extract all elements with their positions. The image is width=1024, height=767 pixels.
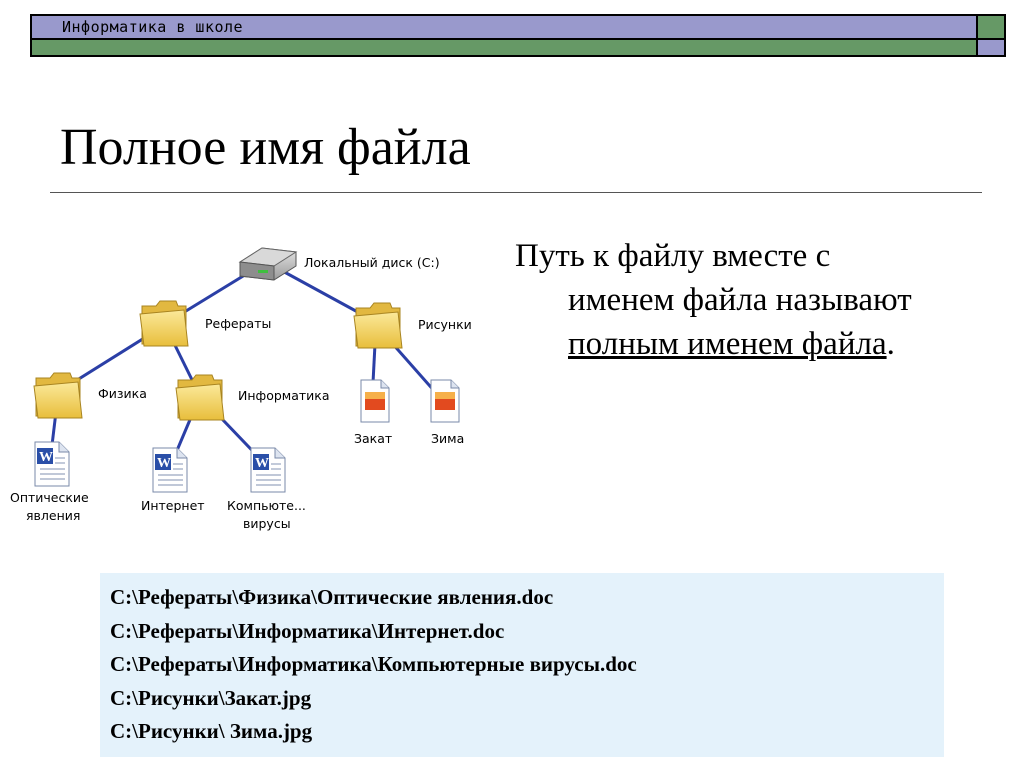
- image-file-icon-zima[interactable]: [431, 380, 459, 422]
- file-label-zakat: Закат: [354, 431, 393, 446]
- svg-text:W: W: [39, 450, 53, 465]
- definition-line-1: Путь к файлу вместе с: [515, 238, 831, 274]
- folder-icon-informatika[interactable]: [176, 375, 224, 420]
- file-label-optics-1: Оптические: [10, 490, 89, 505]
- svg-text:W: W: [157, 456, 171, 471]
- header-square-bottom: [978, 40, 1006, 57]
- path-line: C:\Рефераты\Информатика\Компьютерные вирусы.doc: [110, 652, 637, 676]
- folder-label-fizika: Физика: [98, 386, 147, 401]
- folder-label-risunki: Рисунки: [418, 317, 472, 332]
- header-square-top: [978, 14, 1006, 40]
- file-label-viruses-1: Компьюте...: [227, 498, 306, 513]
- folder-icon-risunki[interactable]: [354, 303, 402, 348]
- file-label-viruses-2: вирусы: [243, 516, 291, 531]
- file-label-zima: Зима: [431, 431, 465, 446]
- header-title: Информатика в школе: [62, 18, 244, 36]
- image-file-icon-zakat[interactable]: [361, 380, 389, 422]
- path-line: C:\Рефераты\Физика\Оптические явления.doc: [110, 585, 554, 609]
- path-line: C:\Рисунки\ Зима.jpg: [110, 719, 313, 743]
- folder-icon-referaty[interactable]: [140, 301, 188, 346]
- file-label-optics-2: явления: [26, 508, 81, 523]
- path-line: C:\Рефераты\Информатика\Интернет.doc: [110, 618, 505, 643]
- slide-title: Полное имя файла: [60, 119, 471, 176]
- header-bar: [30, 14, 978, 40]
- definition-line-2: именем файла называют: [568, 282, 912, 318]
- definition-period: .: [886, 326, 895, 362]
- definition-line-3: [515, 322, 995, 366]
- disk-label: Локальный диск (C:): [304, 255, 440, 270]
- folder-icon-fizika[interactable]: [34, 373, 82, 418]
- file-label-internet: Интернет: [141, 498, 205, 513]
- definition-term: полным именем файла: [568, 326, 887, 362]
- word-doc-icon-internet[interactable]: [153, 448, 187, 492]
- folder-label-referaty: Рефераты: [205, 316, 272, 331]
- word-doc-icon-viruses[interactable]: [251, 448, 285, 492]
- word-doc-icon-optics[interactable]: [35, 442, 69, 486]
- folder-tree-diagram: [0, 235, 500, 545]
- svg-text:W: W: [255, 456, 269, 471]
- path-line: C:\Рисунки\Закат.jpg: [110, 685, 312, 710]
- header-stripe: [30, 40, 978, 57]
- full-paths-box: [100, 573, 944, 757]
- title-divider: [50, 192, 982, 193]
- definition-text: [515, 234, 995, 366]
- folder-label-informatika: Информатика: [238, 388, 330, 403]
